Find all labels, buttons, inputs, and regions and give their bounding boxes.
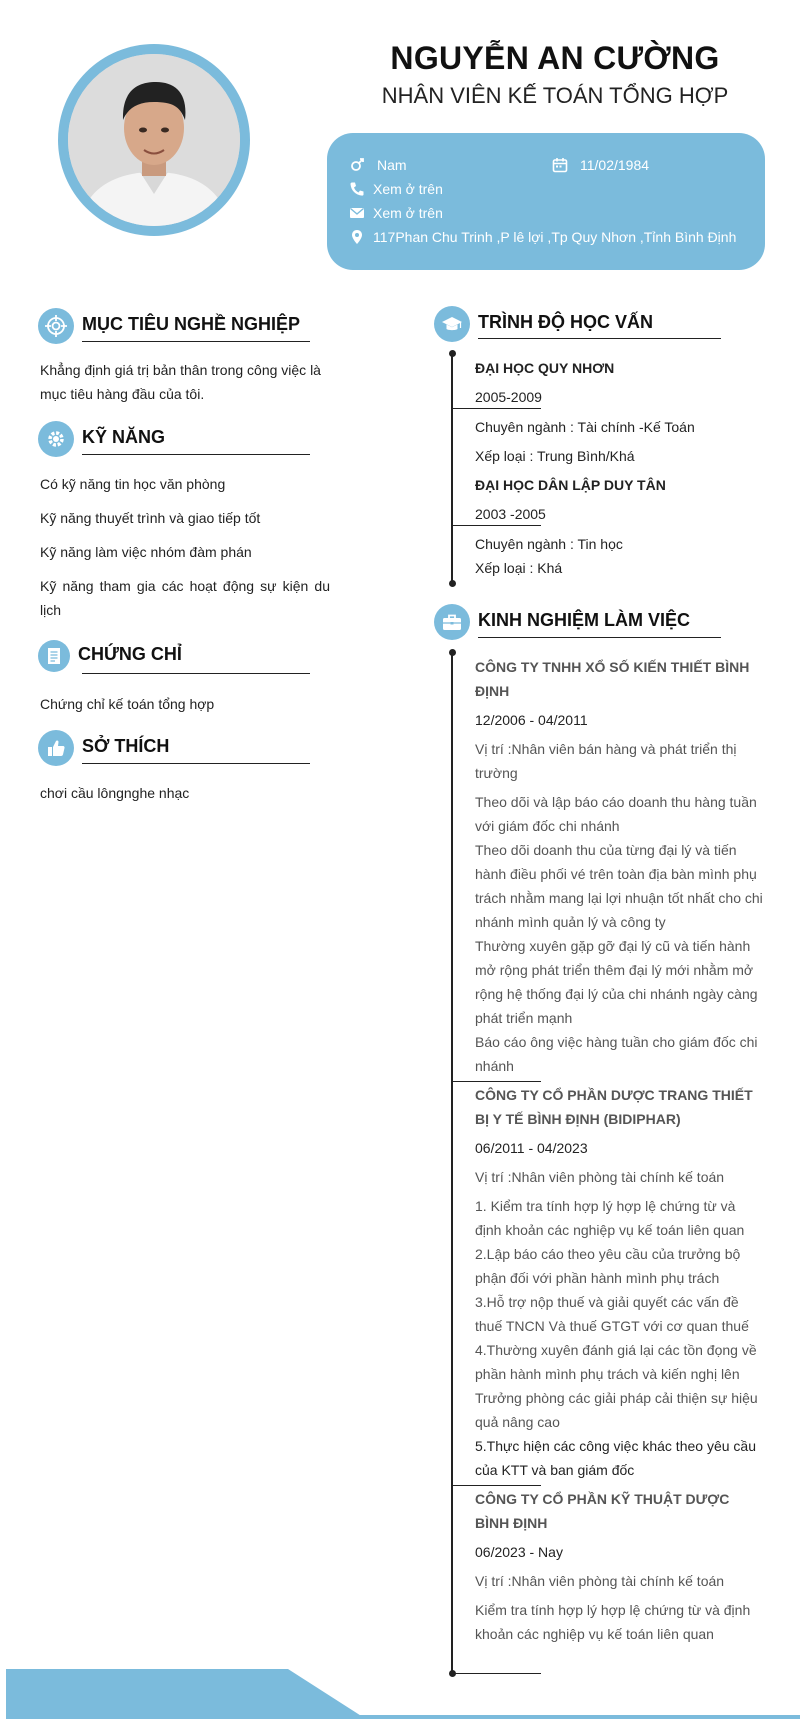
phone-value: Xem ở trên [373,181,443,197]
job-duty: Theo dõi và lập báo cáo doanh thu hàng tuần với giám đốc chi nhánh [475,794,757,834]
skill-item: Có kỹ năng tin học văn phòng [40,476,226,492]
skills-header [38,421,165,457]
experience-header [434,604,690,640]
person-portrait-icon [68,54,240,226]
job-period: 06/2023 - Nay [475,1544,563,1560]
skills-underline [82,454,310,455]
hobbies-text: chơi cầu lôngnghe nhạc [40,785,190,801]
candidate-name: NGUYỄN AN CƯỜNG [390,40,720,76]
email-row [349,205,443,221]
education-grade: Xếp loại : Khá [475,560,563,576]
contact-info-box [327,133,765,270]
phone-row [349,181,443,197]
gender-row [349,157,407,173]
objective-header [38,308,300,344]
job-duty: 3.Hỗ trợ nộp thuế và giải quyết các vấn đề thuế TNCN Và thuế GTGT với cơ quan thuế [475,1294,749,1334]
gender-icon [349,157,365,173]
job-company: CÔNG TY CỔ PHẦN DƯỢC TRANG THIẾT BỊ Y TẾ BÌNH ĐỊNH (BIDIPHAR) [475,1087,753,1127]
briefcase-icon [434,604,470,640]
education-period: 2003 -2005 [475,506,546,522]
address-value: 117Phan Chu Trinh ,P lê lợi ,Tp Quy Nhơn ,Tỉnh Bình Định [373,229,737,245]
certificates-title: CHỨNG CHỈ [78,643,182,664]
education-timeline [451,353,453,583]
education-school: ĐẠI HỌC QUY NHƠN [475,360,615,376]
objective-underline [82,341,310,342]
email-icon [349,205,365,221]
education-major: Chuyên ngành : Tin học [475,536,623,552]
job-company: CÔNG TY TNHH XỔ SỐ KIẾN THIẾT BÌNH ĐỊNH [475,659,750,699]
hobbies-title: SỞ THÍCH [82,735,170,756]
email-value: Xem ở trên [373,205,443,221]
phone-icon [349,181,365,197]
certificates-underline [82,673,310,674]
job-position: Vị trí :Nhân viên bán hàng và phát triển thị trường [475,741,737,781]
location-pin-icon [349,229,365,245]
job-duty: Thường xuyên gặp gỡ đại lý cũ và tiến hành mở rộng phát triển thêm đại lý mới nhằm mở rộng hệ thống đại lý của chi nhánh ngày càng phát triển mạnh [475,938,758,1026]
document-icon [38,640,70,672]
job-position: Vị trí :Nhân viên phòng tài chính kế toán [475,1573,725,1589]
timeline-dot [449,649,456,656]
job-duty: Kiểm tra tính hợp lý hợp lệ chứng từ và định khoản các nghiệp vụ kế toán liên quan [475,1602,751,1642]
job-period: 12/2006 - 04/2011 [475,712,588,728]
thumbs-up-icon [38,730,74,766]
skill-item: Kỹ năng thuyết trình và giao tiếp tốt [40,510,261,526]
education-school: ĐẠI HỌC DÂN LẬP DUY TÂN [475,477,666,493]
timeline-dot [449,580,456,587]
experience-underline [478,637,721,638]
education-grade: Xếp loại : Trung Bình/Khá [475,448,635,464]
hobbies-underline [82,763,310,764]
job-duty: 2.Lập báo cáo theo yêu cầu của trưởng bộ phận đối với phần hành mình phụ trách [475,1246,741,1286]
hobbies-header [38,730,169,766]
job-duty: 5.Thực hiện các công việc khác theo yêu cầu của KTT và ban giám đốc [475,1438,756,1478]
job-period: 06/2011 - 04/2023 [475,1140,588,1156]
birthdate-value: 11/02/1984 [580,157,650,173]
job-company: CÔNG TY CỔ PHẦN KỸ THUẬT DƯỢC BÌNH ĐỊNH [475,1491,730,1531]
objective-text: Khẳng định giá trị bản thân trong công việc là mục tiêu hàng đầu của tôi. [40,362,321,402]
experience-timeline [451,652,453,1673]
objective-title: MỤC TIÊU NGHỀ NGHIỆP [82,313,301,334]
job-duty: Theo dõi doanh thu của từng đại lý và tiến hành điều phối vé trên toàn địa bàn mình phụ trách nhằm mang lại lợi nhuận tốt nhất cho chi nhánh mình quản lý và công ty [475,842,763,930]
timeline-separator [451,525,541,526]
target-icon [38,308,74,344]
footer-decoration [6,1669,800,1719]
education-header [434,306,653,342]
job-duty: Báo cáo ông việc hàng tuần cho giám đốc chi nhánh [475,1034,758,1074]
gear-icon [38,421,74,457]
education-underline [478,338,721,339]
job-duty: 4.Thường xuyên đánh giá lại các tồn đọng về phần hành mình phụ trách và kiến nghị lên Trưởng phòng các giải pháp cải thiện sự hiệu quả nâng cao [475,1342,758,1430]
certificate-item: Chứng chỉ kế toán tổng hợp [40,696,215,712]
skill-item: Kỹ năng tham gia các hoạt động sự kiện du lịch [40,578,330,618]
graduation-cap-icon [434,306,470,342]
education-major: Chuyên ngành : Tài chính -Kế Toán [475,419,695,435]
timeline-dot [449,350,456,357]
profile-photo-frame [58,44,250,236]
skill-item: Kỹ năng làm việc nhóm đàm phán [40,544,252,560]
job-duty: 1. Kiểm tra tính hợp lý hợp lệ chứng từ và định khoản các nghiệp vụ kế toán liên quan [475,1198,745,1238]
timeline-separator [451,1081,541,1082]
skills-title: KỸ NĂNG [82,426,166,447]
job-position: Vị trí :Nhân viên phòng tài chính kế toán [475,1169,725,1185]
education-title: TRÌNH ĐỘ HỌC VẤN [478,311,653,332]
gender-value: Nam [377,157,407,173]
calendar-icon [552,157,568,173]
certificates-header [38,640,182,672]
profile-photo [68,54,240,226]
experience-title: KINH NGHIỆM LÀM VIỆC [478,609,691,630]
candidate-role: NHÂN VIÊN KẾ TOÁN TỔNG HỢP [381,83,729,108]
timeline-separator [451,1485,541,1486]
education-period: 2005-2009 [475,389,542,405]
address-row [349,229,736,245]
birthdate-row [552,157,649,173]
timeline-separator [451,408,541,409]
